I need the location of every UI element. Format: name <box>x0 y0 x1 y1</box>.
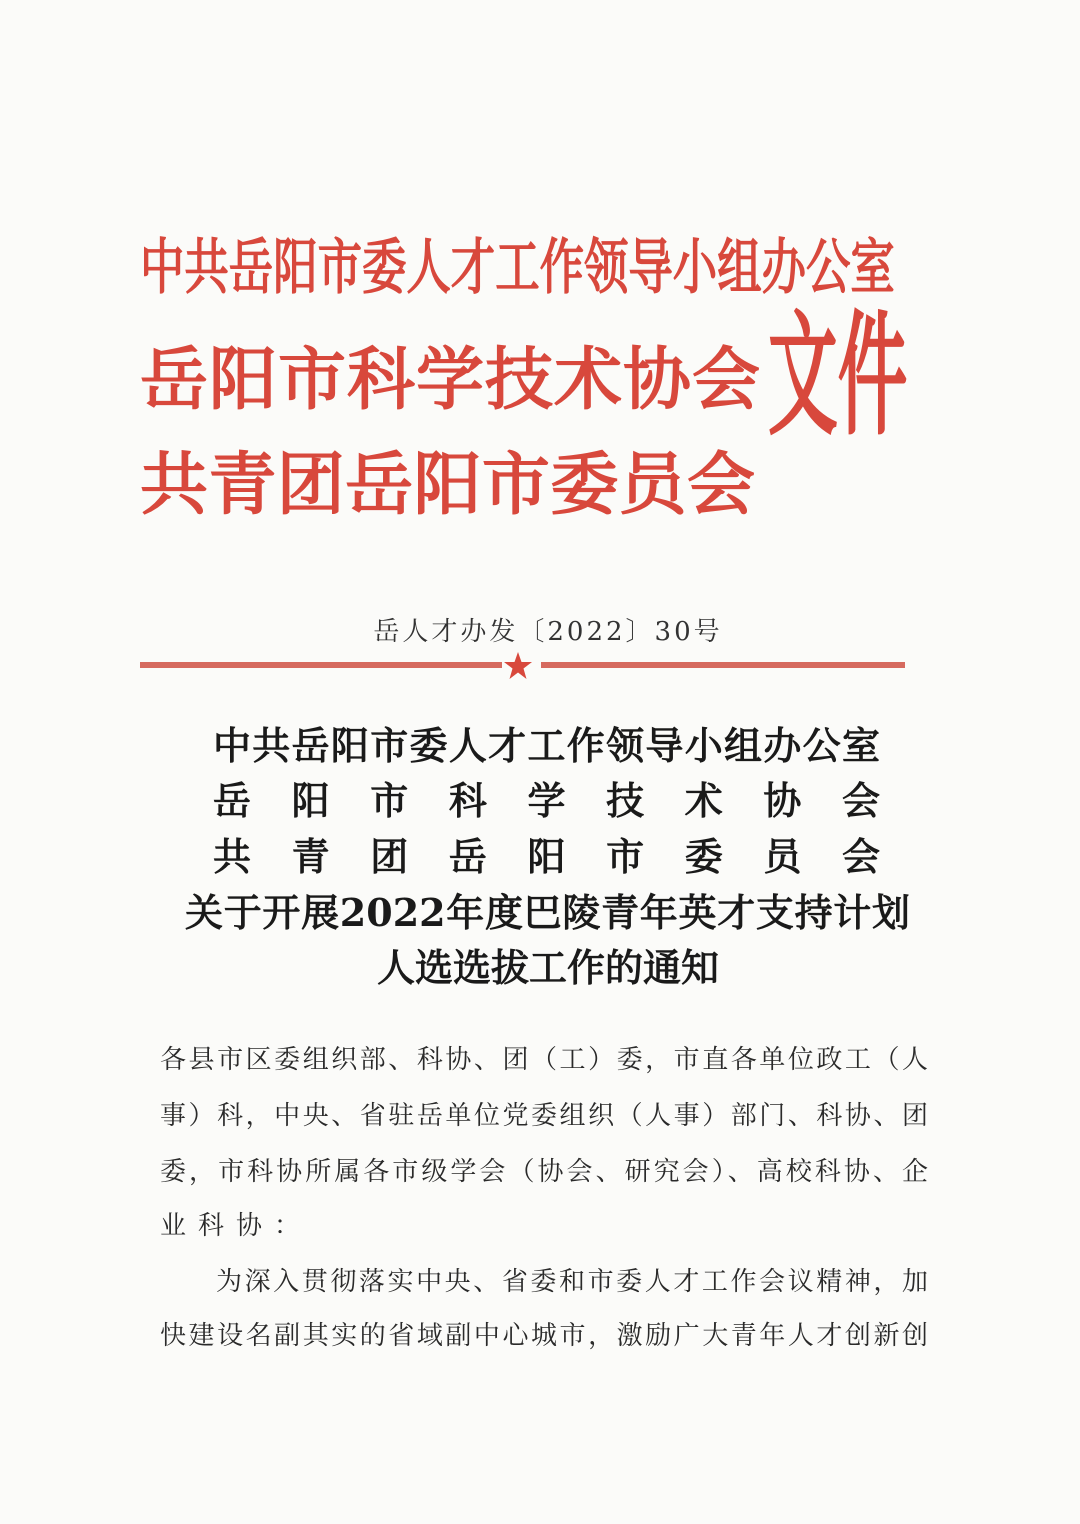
issuer-line-3: 共青团岳阳市委员会 <box>140 445 755 525</box>
title-line-4: 关于开展2022年度巴陵青年英才支持计划 <box>185 890 910 935</box>
title-line-1: 中共岳阳市委人才工作领导小组办公室 <box>213 723 880 768</box>
red-rule-right <box>541 662 905 668</box>
document-number: 岳人才办发〔2022〕30号 <box>373 617 723 647</box>
title-line-5: 人选选拔工作的通知 <box>376 945 719 990</box>
issuer-line-1: 中共岳阳市委人才工作领导小组办公室 <box>140 233 895 303</box>
star-icon <box>503 651 533 681</box>
paragraph-line-2: 快建设名副其实的省域副中心城市，激励广大青年人才创新创 <box>160 1321 928 1351</box>
addressee-line-2: 事）科，中央、省驻岳单位党委组织（人事）部门、科协、团 <box>160 1101 928 1131</box>
issuer-line-2: 岳阳市科学技术协会 <box>140 340 760 420</box>
title-line-3: 共青团岳阳市委员会 <box>213 834 880 879</box>
doc-type-label: 文件 <box>768 296 908 454</box>
addressee-line-3: 委，市科协所属各市级学会（协会、研究会）、高校科协、企 <box>160 1157 928 1187</box>
title-line-2: 岳阳市科学技术协会 <box>213 778 880 823</box>
addressee-line-1: 各县市区委组织部、科协、团（工）委，市直各单位政工（人 <box>160 1045 928 1075</box>
red-rule-left <box>140 662 502 668</box>
paragraph-line-1: 为深入贯彻落实中央、省委和市委人才工作会议精神，加 <box>216 1267 928 1297</box>
addressee-line-4: 业科协： <box>160 1211 313 1241</box>
